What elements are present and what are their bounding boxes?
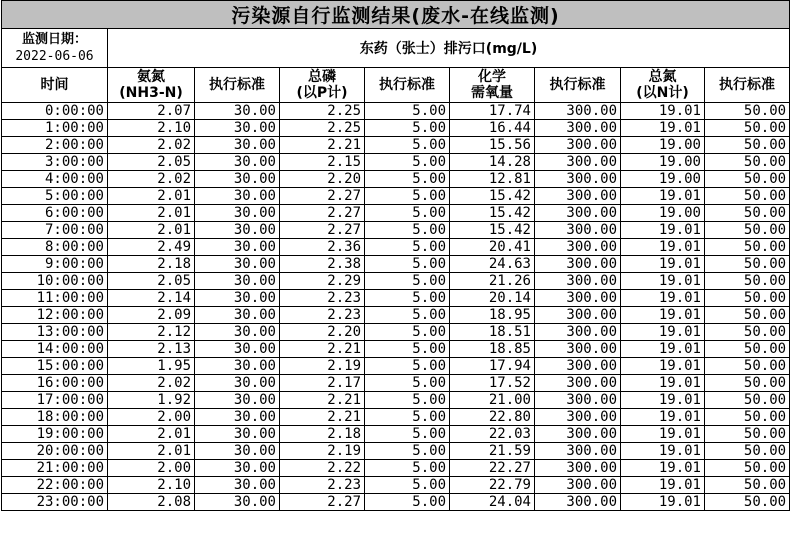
cell-ammonia-nitrogen: 2.14 [108, 290, 195, 307]
cell-ammonia-standard: 30.00 [195, 358, 280, 375]
header-line1: 执行标准 [379, 77, 435, 93]
cell-time: 7:00:00 [2, 222, 108, 239]
cell-ammonia-standard: 30.00 [195, 273, 280, 290]
cell-ammonia-nitrogen: 2.08 [108, 494, 195, 511]
cell-nitrogen-standard: 50.00 [705, 341, 790, 358]
cell-ammonia-nitrogen: 2.10 [108, 477, 195, 494]
cell-total-nitrogen: 19.01 [621, 426, 705, 443]
cell-ammonia-nitrogen: 2.18 [108, 256, 195, 273]
cell-cod-standard: 300.00 [535, 103, 621, 120]
cell-total-nitrogen: 19.00 [621, 154, 705, 171]
cell-cod-standard: 300.00 [535, 307, 621, 324]
cell-cod-standard: 300.00 [535, 205, 621, 222]
cell-phosphorus-standard: 5.00 [365, 375, 450, 392]
cell-cod-standard: 300.00 [535, 171, 621, 188]
cell-cod-standard: 300.00 [535, 324, 621, 341]
table-row [2, 358, 790, 375]
table-row [2, 188, 790, 205]
cell-cod-standard: 300.00 [535, 426, 621, 443]
cell-time: 19:00:00 [2, 426, 108, 443]
table-row [2, 426, 790, 443]
cell-cod-standard: 300.00 [535, 409, 621, 426]
cell-cod: 15.42 [450, 188, 535, 205]
cell-time: 4:00:00 [2, 171, 108, 188]
cell-total-nitrogen: 19.01 [621, 273, 705, 290]
cell-ammonia-standard: 30.00 [195, 120, 280, 137]
cell-ammonia-nitrogen: 1.92 [108, 392, 195, 409]
cell-cod: 17.74 [450, 103, 535, 120]
table-row [2, 120, 790, 137]
cell-cod: 12.81 [450, 171, 535, 188]
cell-cod-standard: 300.00 [535, 290, 621, 307]
table-row [2, 137, 790, 154]
header-line1: 时间 [40, 77, 69, 93]
header-total-phosphorus [280, 68, 365, 103]
date-cell [2, 29, 108, 68]
cell-time: 14:00:00 [2, 341, 108, 358]
cell-time: 12:00:00 [2, 307, 108, 324]
cell-total-phosphorus: 2.27 [280, 494, 365, 511]
cell-cod-standard: 300.00 [535, 154, 621, 171]
cell-ammonia-standard: 30.00 [195, 205, 280, 222]
header-line1: 总磷 [308, 69, 336, 85]
cell-cod: 15.56 [450, 137, 535, 154]
cell-ammonia-nitrogen: 2.49 [108, 239, 195, 256]
cell-phosphorus-standard: 5.00 [365, 273, 450, 290]
cell-total-nitrogen: 19.01 [621, 460, 705, 477]
cell-ammonia-nitrogen: 2.13 [108, 341, 195, 358]
cell-total-nitrogen: 19.01 [621, 409, 705, 426]
cell-total-nitrogen: 19.01 [621, 443, 705, 460]
table-row [2, 103, 790, 120]
cell-cod: 14.28 [450, 154, 535, 171]
cell-total-nitrogen: 19.01 [621, 358, 705, 375]
cell-total-phosphorus: 2.27 [280, 222, 365, 239]
cell-total-phosphorus: 2.22 [280, 460, 365, 477]
cell-total-nitrogen: 19.01 [621, 120, 705, 137]
cell-time: 9:00:00 [2, 256, 108, 273]
cell-ammonia-nitrogen: 2.05 [108, 273, 195, 290]
cell-ammonia-standard: 30.00 [195, 460, 280, 477]
cell-phosphorus-standard: 5.00 [365, 477, 450, 494]
cell-cod: 15.42 [450, 205, 535, 222]
cell-total-phosphorus: 2.23 [280, 307, 365, 324]
cell-nitrogen-standard: 50.00 [705, 375, 790, 392]
date-label: 监测日期： [21, 32, 87, 47]
table-row [2, 409, 790, 426]
cell-cod-standard: 300.00 [535, 239, 621, 256]
cell-total-nitrogen: 19.01 [621, 375, 705, 392]
cell-cod-standard: 300.00 [535, 494, 621, 511]
cell-nitrogen-standard: 50.00 [705, 443, 790, 460]
cell-ammonia-nitrogen: 2.02 [108, 171, 195, 188]
table-row [2, 239, 790, 256]
cell-phosphorus-standard: 5.00 [365, 341, 450, 358]
cell-cod: 15.42 [450, 222, 535, 239]
table-row [2, 341, 790, 358]
cell-cod-standard: 300.00 [535, 137, 621, 154]
header-phosphorus-standard [365, 68, 450, 103]
cell-nitrogen-standard: 50.00 [705, 494, 790, 511]
cell-ammonia-standard: 30.00 [195, 477, 280, 494]
cell-cod-standard: 300.00 [535, 460, 621, 477]
cell-cod-standard: 300.00 [535, 392, 621, 409]
cell-total-phosphorus: 2.21 [280, 341, 365, 358]
cell-ammonia-standard: 30.00 [195, 103, 280, 120]
cell-cod-standard: 300.00 [535, 375, 621, 392]
cell-ammonia-standard: 30.00 [195, 290, 280, 307]
cell-ammonia-nitrogen: 2.07 [108, 103, 195, 120]
cell-total-nitrogen: 19.01 [621, 222, 705, 239]
table-row [2, 256, 790, 273]
cell-phosphorus-standard: 5.00 [365, 205, 450, 222]
cell-nitrogen-standard: 50.00 [705, 477, 790, 494]
cell-cod: 18.95 [450, 307, 535, 324]
table-row [2, 392, 790, 409]
cell-cod: 16.44 [450, 120, 535, 137]
cell-nitrogen-standard: 50.00 [705, 256, 790, 273]
cell-total-phosphorus: 2.17 [280, 375, 365, 392]
cell-cod-standard: 300.00 [535, 120, 621, 137]
cell-nitrogen-standard: 50.00 [705, 205, 790, 222]
cell-ammonia-nitrogen: 2.00 [108, 460, 195, 477]
cell-phosphorus-standard: 5.00 [365, 324, 450, 341]
cell-time: 2:00:00 [2, 137, 108, 154]
header-total-nitrogen [621, 68, 705, 103]
cell-nitrogen-standard: 50.00 [705, 120, 790, 137]
cell-nitrogen-standard: 50.00 [705, 358, 790, 375]
cell-ammonia-standard: 30.00 [195, 341, 280, 358]
table-row [2, 477, 790, 494]
cell-total-phosphorus: 2.19 [280, 443, 365, 460]
cell-time: 23:00:00 [2, 494, 108, 511]
cell-phosphorus-standard: 5.00 [365, 443, 450, 460]
cell-phosphorus-standard: 5.00 [365, 290, 450, 307]
cell-cod: 24.04 [450, 494, 535, 511]
cell-ammonia-standard: 30.00 [195, 426, 280, 443]
cell-cod: 18.51 [450, 324, 535, 341]
cell-nitrogen-standard: 50.00 [705, 409, 790, 426]
cell-ammonia-nitrogen: 2.01 [108, 188, 195, 205]
cell-ammonia-nitrogen: 2.09 [108, 307, 195, 324]
cell-phosphorus-standard: 5.00 [365, 460, 450, 477]
cell-phosphorus-standard: 5.00 [365, 358, 450, 375]
cell-nitrogen-standard: 50.00 [705, 460, 790, 477]
cell-total-phosphorus: 2.18 [280, 426, 365, 443]
cell-cod: 18.85 [450, 341, 535, 358]
cell-phosphorus-standard: 5.00 [365, 154, 450, 171]
cell-total-phosphorus: 2.20 [280, 171, 365, 188]
cell-cod-standard: 300.00 [535, 273, 621, 290]
monitoring-table [1, 0, 790, 511]
table-row [2, 375, 790, 392]
cell-nitrogen-standard: 50.00 [705, 324, 790, 341]
cell-ammonia-standard: 30.00 [195, 409, 280, 426]
cell-nitrogen-standard: 50.00 [705, 307, 790, 324]
cell-time: 13:00:00 [2, 324, 108, 341]
table-row [2, 222, 790, 239]
cell-nitrogen-standard: 50.00 [705, 239, 790, 256]
cell-ammonia-standard: 30.00 [195, 171, 280, 188]
table-row [2, 290, 790, 307]
header-time [2, 68, 108, 103]
cell-phosphorus-standard: 5.00 [365, 239, 450, 256]
cell-cod-standard: 300.00 [535, 188, 621, 205]
cell-ammonia-standard: 30.00 [195, 494, 280, 511]
table-row [2, 307, 790, 324]
cell-cod-standard: 300.00 [535, 477, 621, 494]
table-row [2, 494, 790, 511]
cell-ammonia-nitrogen: 1.95 [108, 358, 195, 375]
cell-total-phosphorus: 2.29 [280, 273, 365, 290]
cell-ammonia-nitrogen: 2.10 [108, 120, 195, 137]
header-line1: 化学 [478, 69, 506, 85]
header-row [2, 68, 790, 103]
header-line1: 总氮 [648, 69, 677, 85]
table-row [2, 460, 790, 477]
cell-total-phosphorus: 2.21 [280, 409, 365, 426]
cell-cod: 22.27 [450, 460, 535, 477]
cell-total-phosphorus: 2.21 [280, 137, 365, 154]
header-line2: (以N计) [636, 85, 689, 101]
cell-total-nitrogen: 19.00 [621, 171, 705, 188]
cell-time: 20:00:00 [2, 443, 108, 460]
outlet-unit-label: 东药（张士）排污口(mg/L) [108, 29, 790, 68]
cell-nitrogen-standard: 50.00 [705, 137, 790, 154]
cell-nitrogen-standard: 50.00 [705, 290, 790, 307]
header-line1: 氨氮 [137, 69, 165, 85]
table-row [2, 273, 790, 290]
header-nitrogen-standard [705, 68, 790, 103]
header-line1: 执行标准 [549, 77, 606, 93]
cell-nitrogen-standard: 50.00 [705, 188, 790, 205]
report-title: 污染源自行监测结果(废水-在线监测) [2, 1, 790, 29]
cell-total-phosphorus: 2.25 [280, 103, 365, 120]
cell-ammonia-standard: 30.00 [195, 256, 280, 273]
cell-cod: 22.03 [450, 426, 535, 443]
cell-ammonia-standard: 30.00 [195, 392, 280, 409]
table-row [2, 324, 790, 341]
cell-total-phosphorus: 2.27 [280, 205, 365, 222]
cell-nitrogen-standard: 50.00 [705, 392, 790, 409]
cell-total-phosphorus: 2.25 [280, 120, 365, 137]
cell-total-nitrogen: 19.01 [621, 477, 705, 494]
cell-ammonia-nitrogen: 2.01 [108, 222, 195, 239]
cell-time: 11:00:00 [2, 290, 108, 307]
cell-ammonia-nitrogen: 2.02 [108, 375, 195, 392]
cell-ammonia-standard: 30.00 [195, 307, 280, 324]
table-row [2, 171, 790, 188]
cell-time: 21:00:00 [2, 460, 108, 477]
cell-cod: 22.79 [450, 477, 535, 494]
cell-ammonia-standard: 30.00 [195, 222, 280, 239]
header-cod-standard [535, 68, 621, 103]
cell-total-nitrogen: 19.00 [621, 137, 705, 154]
cell-time: 8:00:00 [2, 239, 108, 256]
table-row [2, 205, 790, 222]
cell-total-nitrogen: 19.01 [621, 103, 705, 120]
cell-phosphorus-standard: 5.00 [365, 171, 450, 188]
date-value: 2022-06-06 [15, 49, 94, 64]
cell-ammonia-nitrogen: 2.02 [108, 137, 195, 154]
cell-ammonia-nitrogen: 2.01 [108, 443, 195, 460]
cell-time: 18:00:00 [2, 409, 108, 426]
table-row [2, 154, 790, 171]
cell-ammonia-nitrogen: 2.01 [108, 205, 195, 222]
header-line2: 需氧量 [471, 85, 513, 101]
cell-total-phosphorus: 2.23 [280, 477, 365, 494]
cell-total-nitrogen: 19.01 [621, 341, 705, 358]
cell-total-phosphorus: 2.19 [280, 358, 365, 375]
cell-ammonia-standard: 30.00 [195, 324, 280, 341]
cell-cod: 20.14 [450, 290, 535, 307]
cell-ammonia-nitrogen: 2.00 [108, 409, 195, 426]
cell-cod: 21.59 [450, 443, 535, 460]
cell-cod-standard: 300.00 [535, 222, 621, 239]
cell-cod: 21.26 [450, 273, 535, 290]
cell-total-nitrogen: 19.01 [621, 307, 705, 324]
cell-total-nitrogen: 19.01 [621, 324, 705, 341]
cell-cod: 24.63 [450, 256, 535, 273]
cell-ammonia-standard: 30.00 [195, 137, 280, 154]
header-ammonia-nitrogen [108, 68, 195, 103]
cell-nitrogen-standard: 50.00 [705, 103, 790, 120]
cell-ammonia-standard: 30.00 [195, 154, 280, 171]
cell-nitrogen-standard: 50.00 [705, 171, 790, 188]
cell-cod-standard: 300.00 [535, 443, 621, 460]
cell-total-nitrogen: 19.01 [621, 188, 705, 205]
cell-ammonia-nitrogen: 2.05 [108, 154, 195, 171]
cell-total-nitrogen: 19.01 [621, 392, 705, 409]
cell-total-nitrogen: 19.00 [621, 205, 705, 222]
cell-total-nitrogen: 19.01 [621, 494, 705, 511]
header-line2: (以P计) [296, 85, 348, 101]
cell-total-phosphorus: 2.36 [280, 239, 365, 256]
cell-time: 3:00:00 [2, 154, 108, 171]
cell-phosphorus-standard: 5.00 [365, 494, 450, 511]
cell-time: 6:00:00 [2, 205, 108, 222]
cell-phosphorus-standard: 5.00 [365, 103, 450, 120]
cell-time: 17:00:00 [2, 392, 108, 409]
cell-total-phosphorus: 2.15 [280, 154, 365, 171]
cell-time: 0:00:00 [2, 103, 108, 120]
cell-ammonia-standard: 30.00 [195, 239, 280, 256]
cell-nitrogen-standard: 50.00 [705, 222, 790, 239]
cell-time: 10:00:00 [2, 273, 108, 290]
cell-phosphorus-standard: 5.00 [365, 307, 450, 324]
cell-cod: 22.80 [450, 409, 535, 426]
cell-total-phosphorus: 2.21 [280, 392, 365, 409]
cell-phosphorus-standard: 5.00 [365, 120, 450, 137]
cell-ammonia-standard: 30.00 [195, 188, 280, 205]
cell-time: 16:00:00 [2, 375, 108, 392]
cell-cod: 21.00 [450, 392, 535, 409]
cell-total-phosphorus: 2.38 [280, 256, 365, 273]
cell-cod-standard: 300.00 [535, 341, 621, 358]
cell-ammonia-standard: 30.00 [195, 375, 280, 392]
cell-total-nitrogen: 19.01 [621, 290, 705, 307]
cell-cod-standard: 300.00 [535, 256, 621, 273]
cell-phosphorus-standard: 5.00 [365, 137, 450, 154]
table-row [2, 443, 790, 460]
header-cod [450, 68, 535, 103]
cell-nitrogen-standard: 50.00 [705, 426, 790, 443]
cell-phosphorus-standard: 5.00 [365, 188, 450, 205]
cell-nitrogen-standard: 50.00 [705, 273, 790, 290]
cell-phosphorus-standard: 5.00 [365, 409, 450, 426]
cell-total-phosphorus: 2.27 [280, 188, 365, 205]
cell-total-nitrogen: 19.01 [621, 239, 705, 256]
cell-cod: 20.41 [450, 239, 535, 256]
cell-total-phosphorus: 2.20 [280, 324, 365, 341]
cell-phosphorus-standard: 5.00 [365, 392, 450, 409]
header-line1: 执行标准 [209, 77, 265, 93]
cell-total-nitrogen: 19.01 [621, 256, 705, 273]
header-line2: (NH3-N) [119, 85, 183, 101]
cell-nitrogen-standard: 50.00 [705, 154, 790, 171]
cell-time: 5:00:00 [2, 188, 108, 205]
header-ammonia-standard [195, 68, 280, 103]
cell-time: 1:00:00 [2, 120, 108, 137]
cell-phosphorus-standard: 5.00 [365, 426, 450, 443]
cell-phosphorus-standard: 5.00 [365, 256, 450, 273]
cell-cod: 17.52 [450, 375, 535, 392]
cell-cod-standard: 300.00 [535, 358, 621, 375]
cell-ammonia-nitrogen: 2.12 [108, 324, 195, 341]
cell-time: 15:00:00 [2, 358, 108, 375]
cell-phosphorus-standard: 5.00 [365, 222, 450, 239]
cell-time: 22:00:00 [2, 477, 108, 494]
header-line1: 执行标准 [719, 77, 776, 93]
cell-ammonia-standard: 30.00 [195, 443, 280, 460]
cell-cod: 17.94 [450, 358, 535, 375]
cell-ammonia-nitrogen: 2.01 [108, 426, 195, 443]
cell-total-phosphorus: 2.23 [280, 290, 365, 307]
